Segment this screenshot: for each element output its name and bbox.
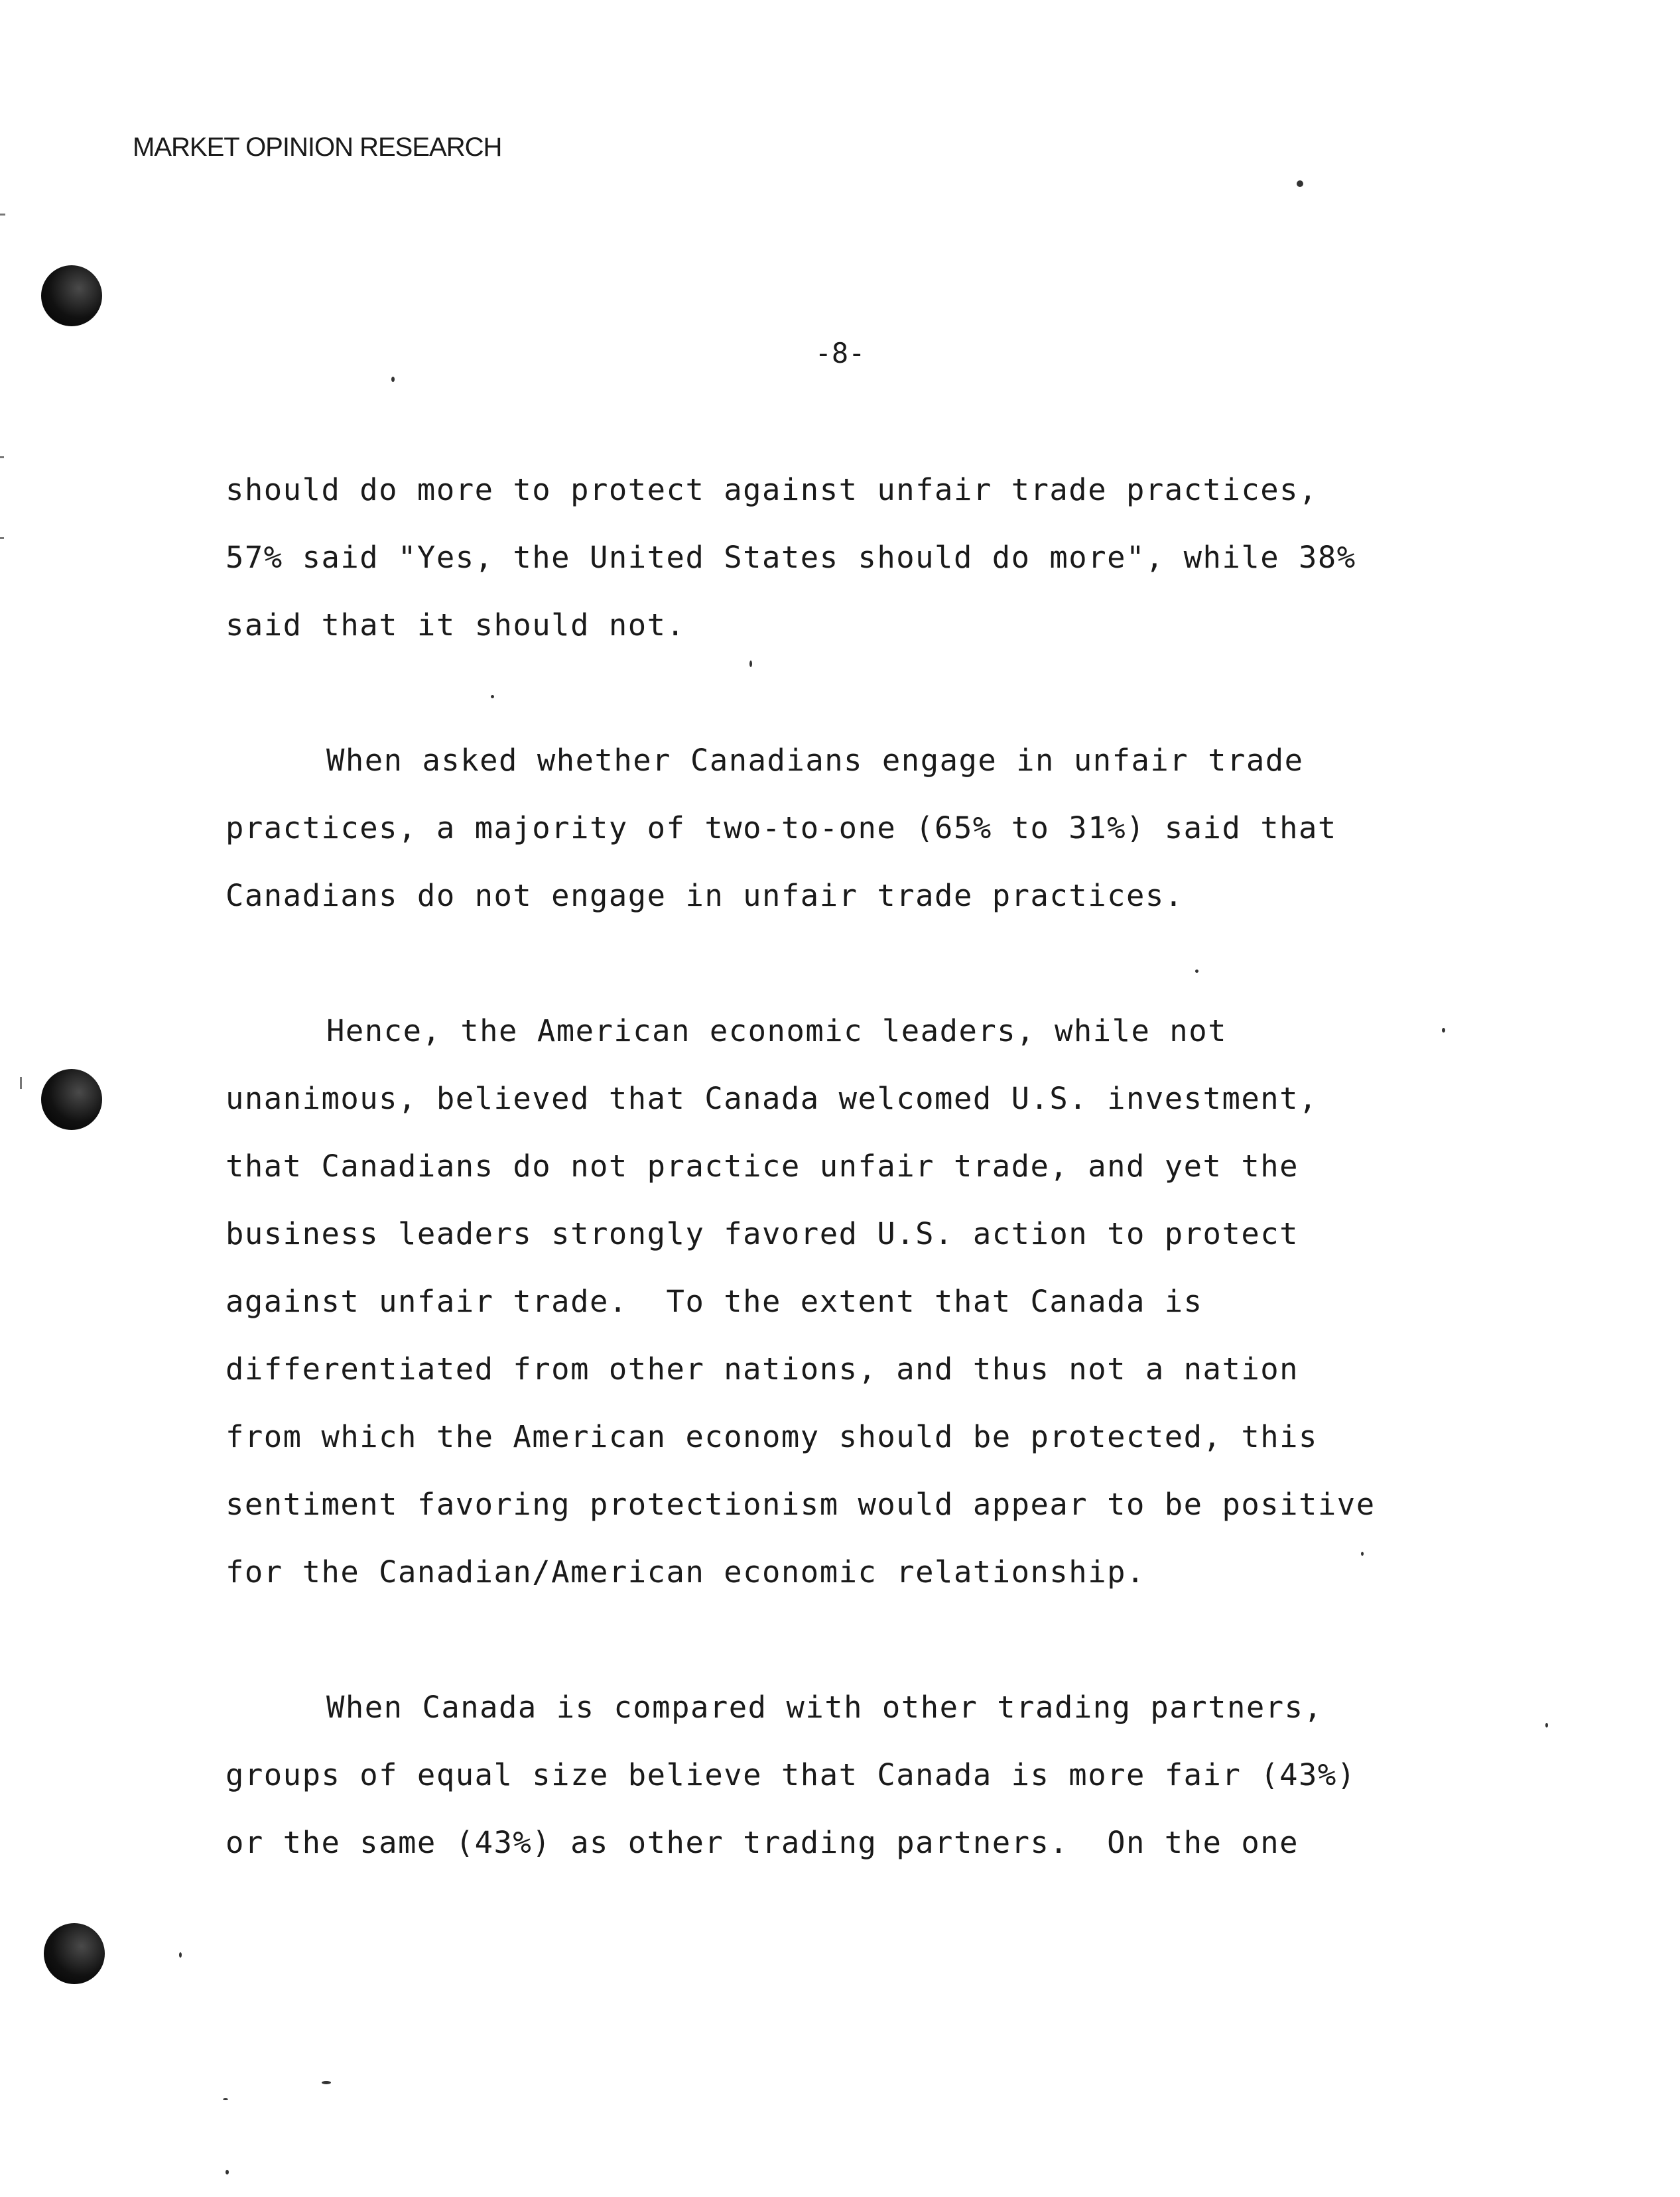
scan-speck bbox=[391, 377, 395, 382]
paragraph-2-line-1: When asked whether Canadians engage in unfair trade bbox=[326, 743, 1304, 778]
punch-hole-bottom bbox=[44, 1923, 105, 1984]
paragraph-3-line-5: against unfair trade. To the extent that Canada is bbox=[226, 1284, 1203, 1319]
paragraph-3-line-9: for the Canadian/American economic relationship. bbox=[226, 1554, 1145, 1590]
paragraph-1-line-1: should do more to protect against unfair trade practices, bbox=[226, 472, 1318, 507]
paragraph-3-line-4: business leaders strongly favored U.S. action to protect bbox=[226, 1216, 1299, 1251]
paragraph-3-line-2: unanimous, believed that Canada welcomed U.S. investment, bbox=[226, 1081, 1318, 1116]
scan-speck bbox=[223, 2098, 228, 2100]
punch-hole-middle bbox=[41, 1069, 102, 1130]
scan-speck bbox=[491, 695, 494, 698]
scan-speck bbox=[1361, 1552, 1364, 1556]
page-number: -8- bbox=[814, 337, 866, 369]
paragraph-3-line-6: differentiated from other nations, and thus not a nation bbox=[226, 1351, 1299, 1387]
paragraph-2-line-3: Canadians do not engage in unfair trade practices. bbox=[226, 878, 1184, 913]
paragraph-3-line-1: Hence, the American economic leaders, while not bbox=[326, 1013, 1227, 1048]
scan-mark bbox=[0, 456, 4, 458]
paragraph-3-line-3: that Canadians do not practice unfair trade, and yet the bbox=[226, 1149, 1299, 1184]
scan-speck bbox=[749, 660, 752, 667]
paragraph-3-line-8: sentiment favoring protectionism would appear to be positive bbox=[226, 1487, 1376, 1522]
paragraph-4-line-2: groups of equal size believe that Canada is more fair (43%) bbox=[226, 1757, 1356, 1792]
paragraph-2-line-2: practices, a majority of two-to-one (65% to 31%) said that bbox=[226, 810, 1337, 846]
scan-speck bbox=[179, 1952, 182, 1958]
scan-speck bbox=[1442, 1028, 1445, 1033]
scan-mark bbox=[0, 214, 5, 216]
paragraph-4-line-1: When Canada is compared with other trading partners, bbox=[326, 1690, 1323, 1725]
letterhead: MARKET OPINION RESEARCH bbox=[133, 133, 502, 162]
scan-speck bbox=[1297, 180, 1303, 187]
paragraph-1-line-3: said that it should not. bbox=[226, 607, 686, 643]
scan-mark bbox=[0, 537, 4, 539]
scan-speck bbox=[1195, 970, 1198, 973]
paragraph-4-line-3: or the same (43%) as other trading partners. On the one bbox=[226, 1825, 1299, 1860]
punch-hole-top bbox=[41, 265, 102, 326]
scan-speck bbox=[226, 2170, 229, 2174]
paragraph-3-line-7: from which the American economy should be protected, this bbox=[226, 1419, 1318, 1454]
scan-speck bbox=[1545, 1723, 1548, 1727]
scan-speck bbox=[322, 2081, 331, 2084]
paragraph-1-line-2: 57% said "Yes, the United States should do more", while 38% bbox=[226, 540, 1356, 575]
scan-mark bbox=[20, 1077, 22, 1089]
